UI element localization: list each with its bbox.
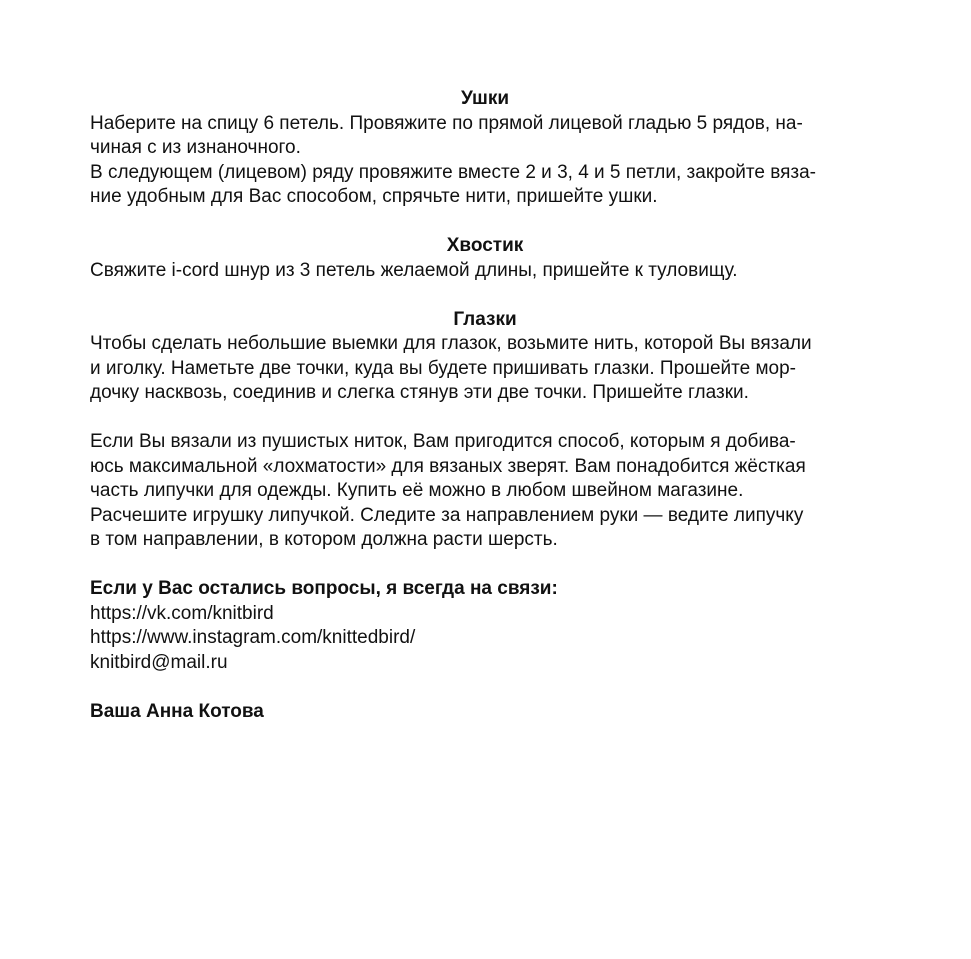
spacer (90, 406, 880, 431)
ears-title: Ушки (460, 88, 510, 109)
eyes-section (90, 308, 880, 406)
eyes-line-3: дочку насквозь, соединив и слегка стянув эти две точки. Пришейте глазки. (90, 382, 749, 403)
fluffy-line-5: в том направлении, в котором должна расти шерсть. (90, 529, 558, 550)
fluffy-line-4: Расчешите игрушку липучкой. Следите за направлением руки — ведите липучку (90, 504, 804, 526)
tail-title: Хвостик (446, 235, 524, 256)
contacts-section (90, 577, 880, 675)
eyes-title: Глазки (453, 308, 517, 330)
tail-line-1: Свяжите i-cord шнур из 3 петель желаемой длины, пришейте к туловищу. (90, 259, 738, 281)
ears-line-1: Наберите на спицу 6 петель. Провяжите по прямой лицевой гладью 5 рядов, на- (90, 112, 803, 134)
ears-line-3: В следующем (лицевом) ряду провяжите вместе 2 и 3, 4 и 5 петли, закройте вяза- (90, 161, 816, 183)
eyes-line-2: и иголку. Наметьте две точки, куда вы будете пришивать глазки. Прошейте мор- (90, 357, 797, 379)
fluffy-line-3: часть липучки для одежды. Купить её можно в любом швейном магазине. (90, 480, 744, 501)
fluffy-paragraph (90, 430, 880, 553)
document-page (90, 87, 880, 724)
spacer (90, 553, 880, 578)
spacer (90, 675, 880, 700)
spacer (90, 210, 880, 235)
ears-line-4: ние удобным для Вас способом, спрячьте нити, пришейте ушки. (90, 186, 658, 207)
ears-line-2: чиная с из изнаночного. (90, 137, 301, 158)
eyes-line-1: Чтобы сделать небольшие выемки для глазок, возьмите нить, которой Вы вязали (90, 333, 812, 354)
ears-section (90, 87, 880, 210)
fluffy-line-1: Если Вы вязали из пушистых ниток, Вам пригодится способ, которым я добива- (90, 431, 796, 452)
instagram-link[interactable]: https://www.instagram.com/knittedbird/ (90, 627, 416, 648)
vk-link[interactable]: https://vk.com/knitbird (90, 602, 274, 624)
fluffy-line-2: юсь максимальной «лохматости» для вязаных зверят. Вам понадобится жёсткая (90, 455, 806, 477)
signature: Ваша Анна Котова (90, 700, 264, 722)
contacts-heading: Если у Вас остались вопросы, я всегда на связи: (90, 578, 558, 599)
spacer (90, 283, 880, 308)
tail-section (90, 234, 880, 283)
email-link[interactable]: knitbird@mail.ru (90, 651, 228, 673)
